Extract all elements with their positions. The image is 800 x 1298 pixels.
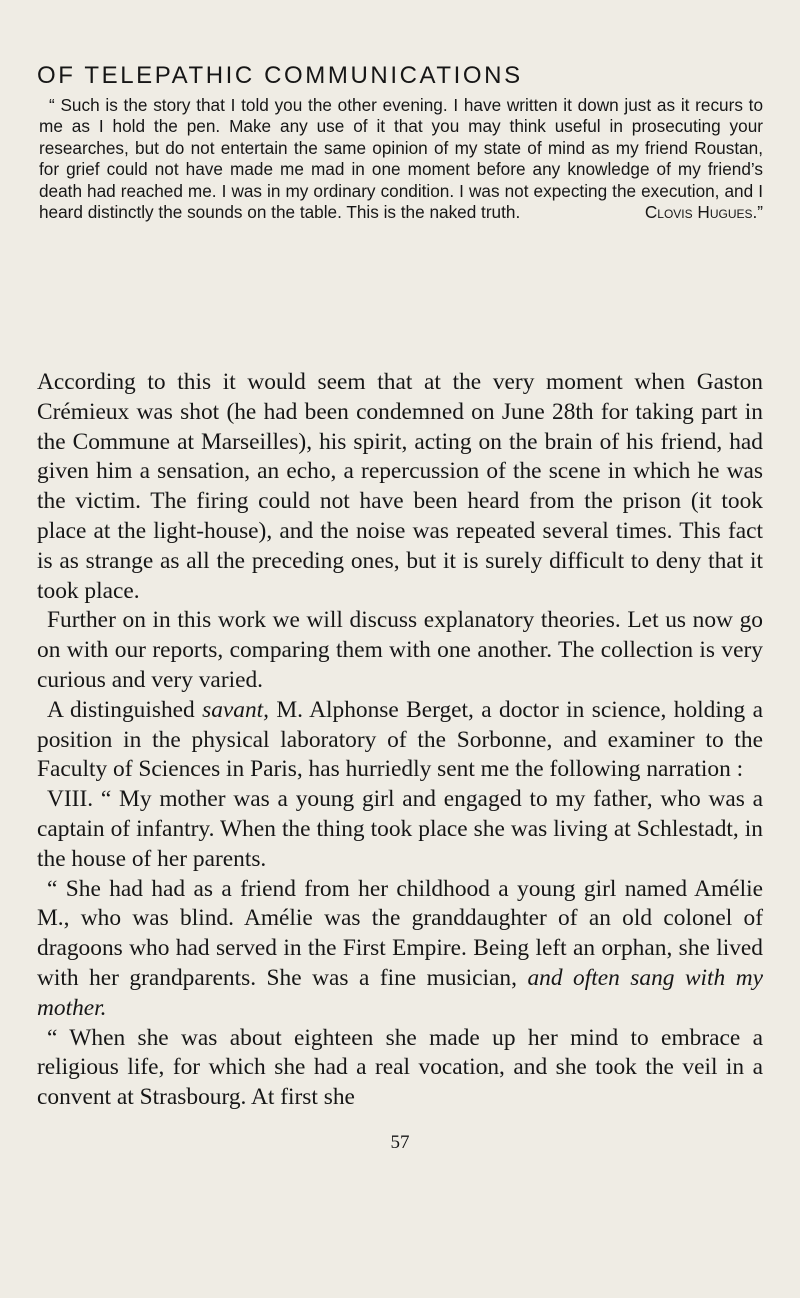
running-head: OF TELEPATHIC COMMUNICATIONS (37, 62, 523, 89)
quoted-letter-text (39, 95, 763, 223)
paragraph-2: Further on in this work we will discuss explanatory theories. Let us now go on with our reports, comparing them with one another. The collection is very curious and very varied. (37, 607, 763, 693)
italic-phrase: and often sang with my mother. (37, 964, 763, 1021)
paragraph-3 (37, 696, 763, 785)
paragraph-3-end: M. Alphonse Berget, a doctor in science, holding a position in the physical laboratory of the Sorbonne, and examiner to the Faculty of Sciences in Paris, has hurriedly sent me the following narration : (37, 696, 763, 783)
paragraph-5-start: “ She had had as a friend from her childhood a young girl named Amélie M., who was blind. Amélie was the granddaughter of an old colonel of dragoons who had served in the First Empire. Being left an orphan, she lived with her grandparents. She was a fine musician, (37, 875, 763, 991)
quote-signature: Clovis Hugues.” (644, 202, 763, 223)
italic-savant: savant, (202, 696, 270, 723)
paragraph-1: According to this it would seem that at the very moment when Gaston Crémieux was shot (he had been condemned on June 28th for taking part in the Commune at Marseilles), his spirit, acting on the brain of his friend, had given him a sensation, an echo, a repercussion of the scene in which he was the victim. The firing could not have been heard from the prison (it took place at the light-house), and the noise was repeated several times. This fact is as strange as all the preceding ones, but it is surely difficult to deny that it took place. (37, 369, 763, 604)
page-number: 57 (390, 1132, 410, 1153)
quoted-letter (39, 95, 763, 223)
paragraph-3-start: A distinguished (47, 696, 203, 723)
paragraph-6: “ When she was about eighteen she made up her mind to embrace a religious life, for which she had a real vocation, and she took the veil in a convent at Strasbourg. At first she (37, 1024, 763, 1111)
quote-text: “ Such is the story that I told you the other evening. I have written it down just as it recurs to me as I hold the pen. Make any use of it that you may think useful in prosecuting your researches, but do not entertain the same opinion of my state of mind as my friend Roustan, for grief could not have made me mad in one moment before any knowledge of my friend’s death had reached me. I was in my ordinary condition. I was not expecting the execution, and I heard distinctly the sounds on the table. This is the naked truth. (39, 95, 763, 223)
paragraph-4: VIII. “ My mother was a young girl and engaged to my father, who was a captain of infantry. When the thing took place she was living at Schlestadt, in the house of her parents. (37, 786, 763, 872)
paragraph-5 (37, 875, 763, 1024)
body-text (37, 368, 763, 1113)
